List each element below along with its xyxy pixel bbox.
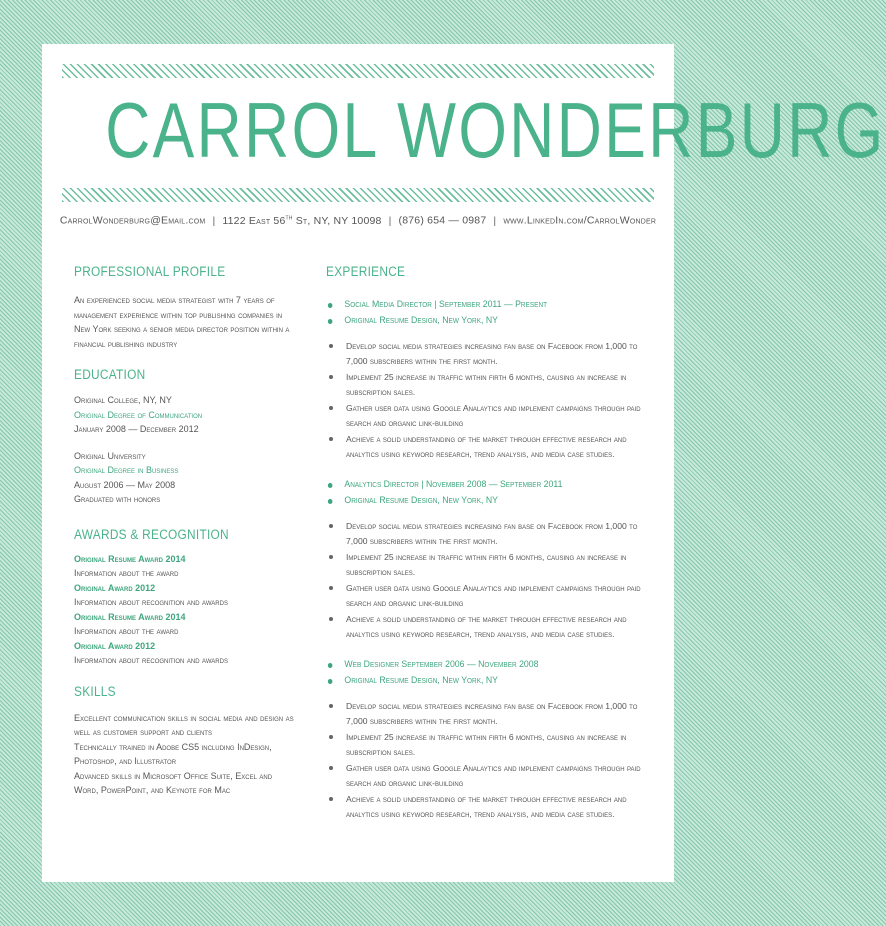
education-entry (74, 393, 294, 437)
education-heading: EDUCATION (74, 367, 146, 382)
education-entry (74, 449, 294, 507)
profile-text: An experienced social media strategist with 7 years of management experience within top publishing companies in New York seeking a senior media director position within a financial publishing industry (74, 295, 290, 349)
job-role: Web Designer September 2006 — November 2008 (326, 657, 630, 673)
job-bullets (326, 339, 656, 461)
experience-heading: EXPERIENCE (326, 264, 406, 279)
contact-phone: (876) 654 — 0987 (398, 214, 487, 227)
job-header (326, 297, 656, 329)
award-name: Original Resume Award 2014 (74, 611, 186, 622)
award-info: Information about recognition and awards (74, 597, 228, 607)
awards-list (74, 552, 294, 668)
education-degree: Original Degree in Business (74, 465, 179, 475)
job-bullet: Develop social media strategies increasing fan base on Facebook from 1,000 to 7,000 subscribers within the first month. (326, 519, 656, 548)
award-name: Original Resume Award 2014 (74, 553, 186, 564)
education-school: Original College, NY, NY (74, 395, 172, 405)
left-column (74, 264, 294, 798)
award-info: Information about recognition and awards (74, 655, 228, 665)
job-bullet: Develop social media strategies increasing fan base on Facebook from 1,000 to 7,000 subscribers within the first month. (326, 339, 656, 368)
resume-name: CARROL WONDERBURG (105, 86, 886, 174)
skill-line: Technically trained in Adobe CS5 including InDesign, Photoshop, and Illustrator (74, 741, 272, 766)
job-header (326, 657, 656, 689)
job-company: Original Resume Design, New York, NY (326, 313, 630, 329)
awards-heading: AWARDS & RECOGNITION (74, 526, 229, 542)
contact-separator: | (493, 214, 497, 227)
contact-email[interactable]: CarrolWonderburg@Email.com (59, 214, 206, 227)
skill-line: Excellent communication skills in social media and design as well as customer support and clients (74, 712, 294, 737)
job-company: Original Resume Design, New York, NY (326, 493, 630, 509)
contact-separator: | (212, 214, 216, 227)
contact-address: 1122 East 56th St, NY, NY 10098 (222, 214, 382, 227)
award-name: Original Award 2012 (74, 582, 156, 593)
job-bullet: Gather user data using Google Analaytics and implement campaigns through paid search and organic link-building (326, 761, 656, 790)
header-stripe-top (62, 64, 654, 78)
job-company: Original Resume Design, New York, NY (326, 673, 630, 689)
right-column (326, 264, 656, 823)
contact-website[interactable]: www.LinkedIn.com/CarrolWonder (503, 214, 657, 227)
job-bullet: Achieve a solid understanding of the market through effective research and analytics using keyword research, trend analysis, and media case studies. (326, 792, 656, 821)
job-role: Social Media Director | September 2011 — Present (326, 297, 630, 313)
award-info: Information about the award (74, 626, 179, 636)
job-bullet: Develop social media strategies increasing fan base on Facebook from 1,000 to 7,000 subscribers within the first month. (326, 699, 656, 728)
education-dates: January 2008 — December 2012 (74, 424, 199, 434)
job-bullet: Achieve a solid understanding of the market through effective research and analytics using keyword research, trend analysis, and media case studies. (326, 612, 656, 641)
job-role: Analytics Director | November 2008 — September 2011 (326, 477, 630, 493)
job-bullet: Gather user data using Google Analaytics and implement campaigns through paid search and organic link-building (326, 581, 656, 610)
award-info: Information about the award (74, 568, 179, 578)
profile-heading: PROFESSIONAL PROFILE (74, 264, 226, 279)
resume-page (42, 44, 886, 882)
job-bullet: Gather user data using Google Analaytics and implement campaigns through paid search and organic link-building (326, 401, 656, 430)
header-stripe-bottom (62, 188, 654, 202)
skill-line: Advanced skills in Microsoft Office Suite, Excel and Word, PowerPoint, and Keynote for Mac (74, 770, 273, 795)
award-name: Original Award 2012 (74, 640, 156, 651)
skills-heading: SKILLS (74, 683, 116, 699)
job-bullet: Achieve a solid understanding of the market through effective research and analytics using keyword research, trend analysis, and media case studies. (326, 432, 656, 461)
job-bullet: Implement 25 increase in traffic within firth 6 months, causing an increase in subscription sales. (326, 370, 656, 399)
contact-line (42, 214, 674, 227)
job-header (326, 477, 656, 509)
job-bullet: Implement 25 increase in traffic within firth 6 months, causing an increase in subscription sales. (326, 730, 656, 759)
job-bullets (326, 699, 656, 821)
job-bullets (326, 519, 656, 641)
job-bullet: Implement 25 increase in traffic within firth 6 months, causing an increase in subscription sales. (326, 550, 656, 579)
education-degree: Original Degree of Communication (74, 409, 203, 420)
education-dates: August 2006 — May 2008 (74, 479, 176, 490)
contact-separator: | (388, 214, 392, 227)
skills-list (74, 711, 294, 798)
education-school: Original University (74, 450, 146, 461)
education-note: Graduated with honors (74, 494, 161, 504)
